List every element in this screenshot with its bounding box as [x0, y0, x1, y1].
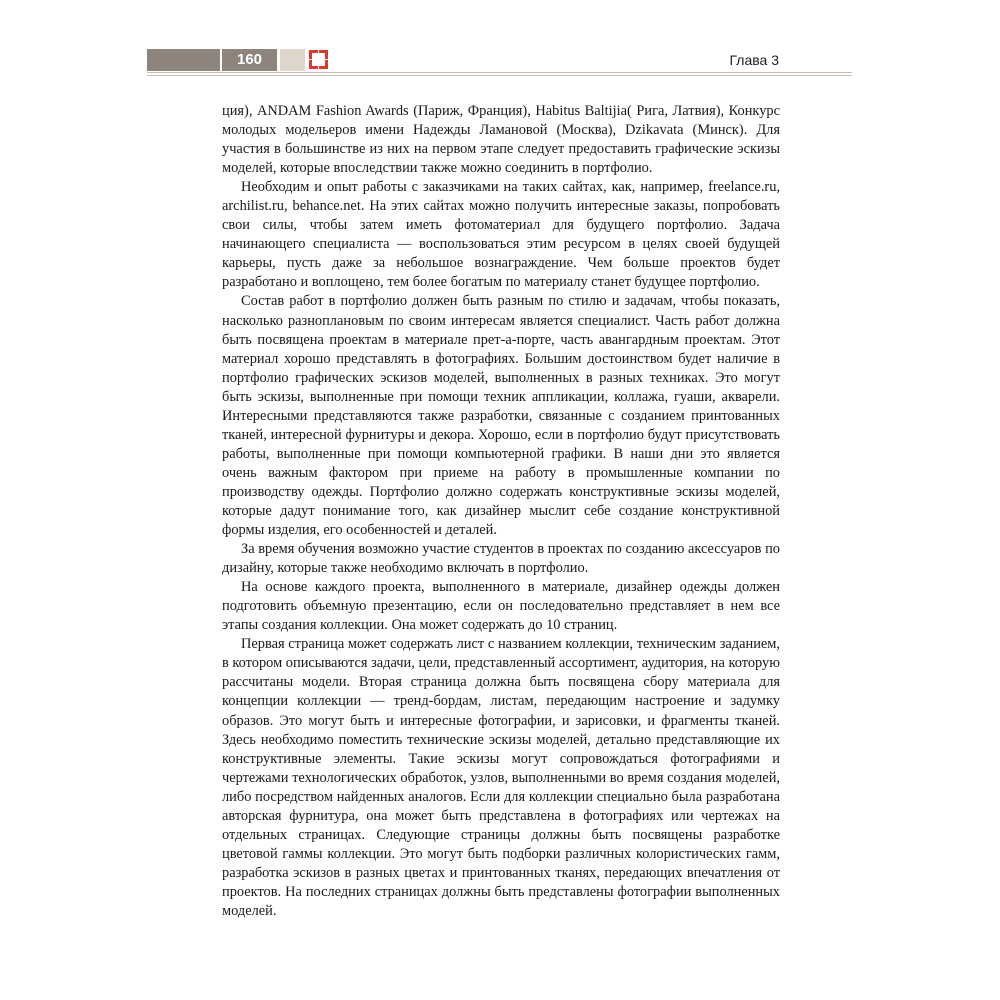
paragraph: Первая страница может содержать лист с названием коллекции, техническим заданием, в котором описываются задачи, цели, представленный ассортимент, аудитория, на которую рассчитаны модели. Вторая страница должна быть посвящена сбору материала для концепции коллекции — тренд-бордам, листам, передающим настроение и задумку образов. Это могут быть и интересные фотографии, и зарисовки, и фрагменты тканей. Здесь необходимо поместить технические эскизы моделей, детально представляющие их конструктивные элементы. Такие эскизы могут сопровождаться фотографиями и чертежами технологических обработок, узлов, выполненными во время создания моделей, либо посредством найденных аналогов. Если для коллекции специально была разработана авторская фурнитура, она может быть представлена в фотографиях или чертежах на отдельных страницах. Следующие страницы должны быть посвящены разработке цветовой гаммы коллекции. Это могут быть подборки различных колористических гамм, разработка эскизов в разных цветах и принтованных тканях, передающих впечатления от проектов. На последних страницах должны быть представлены фотографии выполненных моделей. [222, 636, 780, 919]
header-rule [147, 72, 852, 73]
paragraph: Необходим и опыт работы с заказчиками на таких сайтах, как, например, freelance.ru, archilist.ru, behance.net. На этих сайтах можно получить интересные заказы, попробовать свои силы, чтобы затем иметь фотоматериал для будущего портфолио. Задача начинающего специалиста — воспользоваться этим ресурсом в целях своей будущей карьеры, пусть даже за небольшое вознаграждение. Чем больше проектов будет разработано и воплощено, тем более богатым по материалу станет будущее портфолио. [222, 179, 780, 291]
paragraph: Состав работ в портфолио должен быть разным по стилю и задачам, чтобы показать, насколько разноплановым по своим интересам является специалист. Часть работ должна быть посвящена проектам в материале прет-а-порте, часть авангардным проектам. Этот материал хорошо представлять в фотографиях. Большим достоинством будет наличие в портфолио графических эскизов моделей, выполненных в разных техниках. Это могут быть эскизы, выполненные при помощи техник аппликации, коллажа, гуаши, акварели. Интересными представляются также разработки, связанные с созданием принтованных тканей, интересной фурнитуры и декора. Хорошо, если в портфолио будут присутствовать работы, выполненные при помощи компьютерной графики. В наши дни это является очень важным фактором при приеме на работу в промышленные компании по производству одежды. Портфолио должно содержать конструктивные эскизы моделей, которые дадут понимание того, как дизайнер мыслит себе создание конструктивной формы изделия, его особенностей и деталей. [222, 293, 780, 539]
body-text [222, 102, 780, 921]
paragraph: На основе каждого проекта, выполненного в материале, дизайнер одежды должен подготовить объемную презентацию, если он последовательно представляет в нем все этапы создания коллекции. Она может содержать до 10 страниц. [222, 579, 780, 634]
header-decor-block [280, 49, 305, 71]
page-number: 160 [222, 49, 277, 71]
header-decor-bar [147, 49, 220, 71]
header-rule [147, 75, 852, 76]
corner-marks-icon [309, 50, 328, 69]
paragraph: За время обучения возможно участие студентов в проектах по созданию аксессуаров по дизайну, которые также необходимо включать в портфолио. [222, 541, 780, 577]
chapter-title: Глава 3 [729, 52, 779, 68]
paragraph: ция), ANDAM Fashion Awards (Париж, Франция), Habitus Baltijia( Рига, Латвия), Конкурс молодых модельеров имени Надежды Ламановой (Москва), Dzikavata (Минск). Для участия в большинстве из них на первом этапе следует предоставить графические эскизы моделей, которые впоследствии также можно соединить в портфолио. [222, 103, 780, 177]
